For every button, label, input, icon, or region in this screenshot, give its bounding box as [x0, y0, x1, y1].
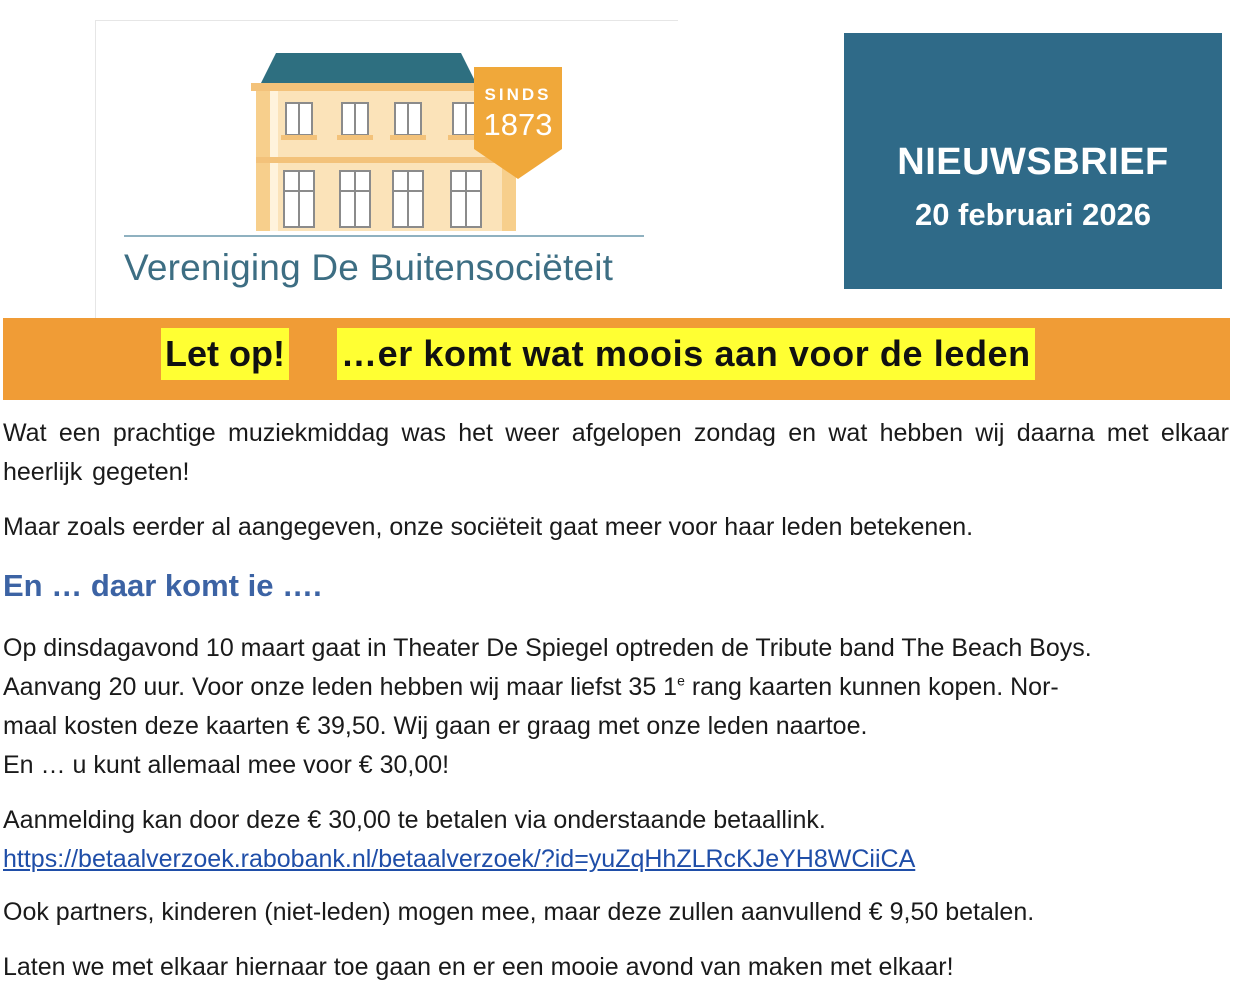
- event-line-3: maal kosten deze kaarten € 39,50. Wij gaan er graag met onze leden naartoe.: [3, 712, 868, 740]
- banner-attention-text: Let op!: [161, 328, 289, 380]
- partners-paragraph: Ook partners, kinderen (niet-leden) mogen mee, maar deze zullen aanvullend € 9,50 betalen.: [3, 898, 1035, 926]
- event-line-4: En … u kunt allemaal mee voor € 30,00!: [3, 751, 450, 779]
- event-line-1: Op dinsdagavond 10 maart gaat in Theater De Spiegel optreden de Tribute band The Beach Boys.: [3, 634, 1092, 662]
- ordinal-superscript: e: [677, 672, 685, 689]
- event-line-2: [3, 668, 1229, 707]
- signup-paragraph: Aanmelding kan door deze € 30,00 te betalen via onderstaande betaallink.: [3, 806, 826, 834]
- payment-link[interactable]: https://betaalverzoek.rabobank.nl/betaalverzoek/?id=yuZqHhZLRcKJeYH8WCiiCA: [3, 845, 916, 873]
- section-heading: En … daar komt ie ….: [3, 568, 322, 603]
- newsletter-title: NIEUWSBRIEF: [897, 141, 1169, 183]
- banner-teaser-text: …er komt wat moois aan voor de leden: [337, 328, 1035, 380]
- logo: [95, 20, 678, 319]
- event-line-2-text: Aanvang 20 uur. Voor onze leden hebben wij maar liefst 35 1: [3, 673, 678, 701]
- badge-since-label: SINDS: [484, 85, 552, 104]
- announcement-banner: [3, 318, 1230, 400]
- organization-name: Vereniging De Buitensociëteit: [124, 247, 614, 288]
- intro-paragraph-2: Maar zoals eerder al aangegeven, onze sociëteit gaat meer voor haar leden betekenen.: [3, 513, 974, 541]
- badge-year: 1873: [483, 107, 553, 142]
- event-paragraph: [3, 629, 1229, 785]
- newsletter-header: [844, 33, 1222, 289]
- intro-paragraph: Wat een prachtige muziekmiddag was het weer afgelopen zondag en wat hebben wij daarna met elkaar heerlijk gegeten!: [3, 419, 1229, 486]
- event-line-2-text-end: rang kaarten kunnen kopen. Nor-: [684, 673, 1059, 701]
- newsletter-date: 20 februari 2026: [914, 197, 1152, 232]
- closing-paragraph: Laten we met elkaar hiernaar toe gaan en er een mooie avond van maken met elkaar!: [3, 953, 954, 981]
